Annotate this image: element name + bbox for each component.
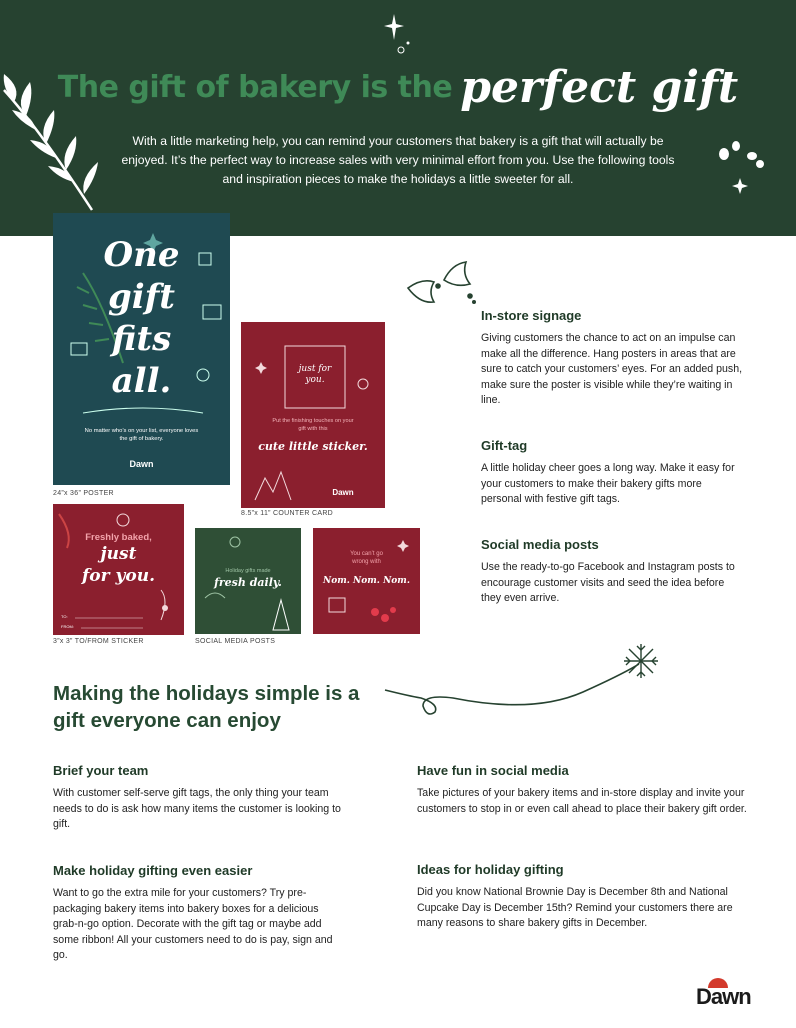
title-main: The gift of bakery is the [57,70,453,105]
poster-image [53,213,230,485]
sticker-line-2: just [100,544,137,564]
poster-caption: 24”x 36” POSTER [53,490,114,497]
signage-body-1: Giving customers the chance to act on an impulse can make all the difference. Hang posters in areas that are sure to catch your customers’ eyes. For an added push, make sure the poster is visible while they’re waiting in line. [481,332,743,407]
social-post-1-line-1: Holiday gifts made [225,568,271,574]
signage-body-3: Use the ready-to-go Facebook and Instagram posts to encourage customer visits and seed the idea before they even arrive. [481,561,735,605]
counter-card-line-1: Put the finishing touches on your gift with this [272,418,354,432]
footer-logo-text: Dawn [696,984,751,1009]
tip-heading-4: Ideas for holiday gifting [417,862,564,877]
poster-line-3: fits [111,319,172,359]
tip-heading-2: Make holiday gifting even easier [53,863,253,878]
signage-heading-2: Gift-tag [481,438,528,453]
sparkle-icon [382,12,414,60]
counter-card-caption: 8.5”x 11” COUNTER CARD [241,510,334,517]
tip-body-1: With customer self-serve gift tags, the only thing your team needs to do is ask how many items the customer is looking to gift. [53,787,341,831]
counter-card-doodles-icon [241,322,385,508]
signage-heading-3: Social media posts [481,537,599,552]
poster-line-2: gift [107,277,176,317]
sticker-from-label: FROM: [61,624,74,629]
social-caption: SOCIAL MEDIA POSTS [195,638,276,645]
counter-card-line-2: cute little sticker. [258,440,368,453]
social-post-1-image [195,528,301,634]
poster-subtext: No matter who’s on your list, everyone loves the gift of bakery. [84,428,199,442]
holly-icon [404,258,480,308]
sticker-line-1: Freshly baked, [85,532,152,543]
tip-body-2: Want to go the extra mile for your customers? Try pre-packaging bakery items into bakery boxes for a delicious grab-n-go option. Decorate with the gift tag or maybe add some ribbon! All your customers need to do is pay, sign and go. [53,887,333,962]
tip-body-3: Take pictures of your bakery items and in-store display and invite your customers to stop in or even call ahead to place their bakery gift order. [417,787,747,815]
counter-card-logo: Dawn [332,488,354,497]
intro-paragraph: With a little marketing help, you can remind your customers that bakery is a gift that will actually be enjoyed. It’s the perfect way to increase sales with very minimal effort from you. Use the following tools and inspiration pieces to make the holidays a little sweeter for all. [121,134,675,186]
signage-heading-1: In-store signage [481,308,582,323]
page-title [0,62,796,113]
social-post-2-line-1: You can’t go wrong with [350,551,383,565]
signage-body-2: A little holiday cheer goes a long way. Make it easy for your customers to make their bakery gifts more personal with festive gift tags. [481,462,735,506]
poster-logo: Dawn [129,459,154,469]
sticker-image [53,504,184,635]
poster-line-4: all. [111,361,172,401]
sticker-line-3: for you. [81,566,156,586]
counter-card-image [241,322,385,508]
snowflake-icon [622,642,660,680]
social-post-2-image [313,528,420,634]
tip-heading-1: Brief your team [53,763,149,778]
tip-body-4: Did you know National Brownie Day is December 8th and National Cupcake Day is December 15th? Remind your customers there are many reasons to share bakery gifts in December. [417,886,733,930]
header-banner [0,0,796,236]
dawn-logo [696,976,776,1008]
title-script: perfect gift [460,62,739,113]
sticker-to-label: TO: [61,614,68,619]
poster-line-1: One [103,235,180,275]
counter-card-box-text: just for you. [298,364,332,385]
social-post-2-line-2: Nom. Nom. Nom. [323,576,410,586]
sticker-caption: 3”x 3” TO/FROM STICKER [53,638,144,645]
social-post-1-line-2: fresh daily. [214,576,282,589]
section-heading: Making the holidays simple is a gift everyone can enjoy [53,682,360,732]
berry-dots-icon [712,136,776,196]
tip-heading-3: Have fun in social media [417,763,569,778]
